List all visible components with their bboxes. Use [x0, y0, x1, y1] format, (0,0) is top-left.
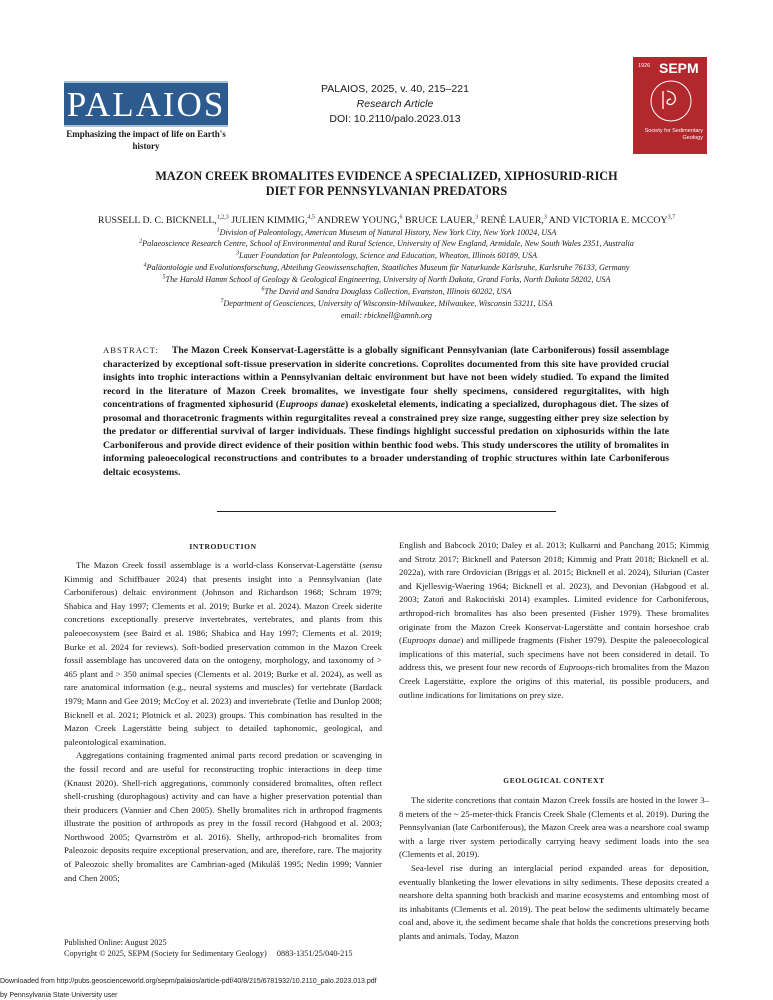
right-column-body	[399, 539, 709, 702]
published-online: Published Online: August 2025	[64, 938, 167, 947]
author-6: AND VICTORIA E. MCCOY	[546, 215, 668, 226]
author-1: RUSSELL D. C. BICKNELL,	[97, 215, 217, 226]
copyright: Copyright © 2025, SEPM (Society for Sedimentary Geology) 0883-1351/25/040-215	[64, 949, 353, 958]
author-email[interactable]: email: rbicknell@amnh.org	[341, 311, 432, 320]
sepm-shell-icon	[649, 79, 693, 123]
abstract-text-2: ) exoskeletal elements, indicating a specialized, durophagous diet. The sizes of prosomal and thoracetronic fragments within regurgitalites reveal a constrained prey size range, suggesting either prey size selection by the predator or differential survival of larger individuals. These findings highlight successful predation on xiphosurids within the late Carboniferous and provide direct evidence of their position within benthic food webs. This study underscores the utility of bromalites in informing paleoecological reconstructions and contributes to a broader understanding of trophic structures within late Carboniferous deltaic ecosystems.	[103, 399, 670, 478]
download-stamp-user: by Pennsylvania State University user	[0, 992, 118, 999]
sepm-year: 1926	[638, 63, 651, 69]
author-3-sup: 6	[399, 214, 403, 221]
palaios-tagline: Emphasizing the impact of life on Earth's history	[66, 129, 226, 151]
abstract-label: ABSTRACT:	[103, 345, 159, 355]
affiliation: $^1$Division of Paleontology, American Museum of Natural History, New York City, New York 10024, USA	[216, 227, 557, 237]
abstract-taxon: Euproops danae	[279, 399, 345, 410]
title-line-2: DIET FOR PENNSYLVANIAN PREDATORS	[265, 184, 508, 198]
geo-paragraph-2: Sea-level rise during an interglacial period expanded areas for deposition, eventually blanketing the lower elevations in silty sediments. These deposits created a nearshore delta spanning both brackish and marine ecosystems and entombing most of its inhabitants (Clements et al. 2019). The peat below the sediments ultimately became coal and, above it, the sediment became shale that holds the concretions preserving both plants and animals. Today, Mazon	[399, 862, 709, 941]
author-5-sup: 3	[543, 214, 547, 221]
title-line-1: MAZON CREEK BROMALITES EVIDENCE A SPECIALIZED, XIPHOSURID-RICH	[155, 169, 618, 183]
affiliation: $^4$Paläontologie und Evolutionsforschung, Abteilung Geowissenschaften, Staatliches Museum für Naturkunde Karlsruhe, Karlsruhe 76133, Germany	[143, 262, 630, 272]
intro-paragraph-1: The Mazon Creek fossil assemblage is a world-class Konservat-Lagerstätte (sensu Kimmig and Schiffbauer 2024) that presents insight into a Pennsylvanian (late Carboniferous) deltaic environment (Johnson and Richardson 1968; Schram 1979; Shabica and Hay 1997; Clements et al. 2019; Burke et al. 2024). Mazon Creek siderite concretions exceptionally preserve invertebrates, vertebrates, and plants from this paleoecosystem (see Baird et al. 1986; Shabica and Hay 1997; Clements et al. 2019; Burke et al. 2024 for reviews). Soft-bodied preservation common in the Mazon Creek fossil assemblage has uncovered data on the ontogeny, morphology, and taxonomy of > 465 plant and > 350 animal species (Clements et al. 2019; Burke et al. 2024), as well as rare anatomical information (e.g., neural systems and muscles) for vertebrate (Bardack 1979; Mann and Gee 2019; McCoy et al. 2023) and invertebrate (Tetlie and Dunlop 2008; Bicknell et al. 2021; Plotnick et al. 2023) groups. This combination has resulted in the Mazon Creek Lagerstätte being subject to detailed taphonomic, geological, and paleontological examination.	[64, 560, 382, 747]
author-5: RENÉ LAUER,	[478, 215, 544, 226]
author-2: JULIEN KIMMIG,	[228, 215, 308, 226]
doi[interactable]: DOI: 10.2110/palo.2023.013	[329, 113, 461, 125]
sepm-subtitle: Society for Sedimentary Geology	[644, 128, 703, 141]
affiliation: $^2$Palaeoscience Research Centre, School of Environmental and Rural Science, University of New England, Armidale, New South Wales 2351, Australia	[139, 238, 634, 248]
introduction-body	[64, 559, 382, 885]
author-4: BRUCE LAUER,	[402, 215, 476, 226]
affiliation: $^7$Department of Geosciences, University of Wisconsin-Milwaukee, Milwaukee, Wisconsin 53211, USA	[220, 298, 553, 308]
author-2-sup: 4,5	[307, 214, 315, 221]
author-list	[40, 215, 733, 226]
download-stamp: Downloaded from http://pubs.geoscienceworld.org/sepm/palaios/article-pdf/40/8/215/6781932/10.2110_palo.2023.013.pdf	[0, 978, 377, 985]
intro-paragraph-cont: English and Babcock 2010; Daley et al. 2013; Kulkarni and Panchang 2015; Kimmig and Strotz 2017; Bicknell and Paterson 2018; Kimmig and Pratt 2018; Bicknell et al. 2022a), with rare Ordovician (Briggs et al. 2015; Bicknell et al. 2024), Silurian (Caster and Kjellesvig-Waering 1964; Bicknell et al. 2023), and Devonian (Habgood et al. 2003; Zatoń and Rakociński 2014) examples. Limited evidence for Carboniferous, arthropod-rich bromalites has also been presented (Fisher 1979). These bromalites originate from the Mazon Creek Konservat-Lagerstätte and contain horseshoe crab (Euproops danae) and millipede fragments (Fisher 1979). Despite the paleoecological implications of this material, such specimens have not been considered in detail. To address this, we present four new records of Euproops-rich bromalites from the Mazon Creek Lagerstätte, explore the origins of this material, its possible producers, and outline indications for limitations on prey size.	[399, 540, 709, 700]
abstract	[103, 344, 669, 479]
intro-paragraph-2: Aggregations containing fragmented animal parts record predation or scavenging in the fossil record and are useful for reconstructing trophic interactions in deep time (Knaust 2020). Shell-rich aggregations, commonly considered bromalites, often reflect shell-crushing (durophagous) activity and can have a higher preservation potential than their producers (Vannier and Chen 2005). Shelly bromalites rich in arthropod fragments illustrate the position of arthropods as prey in the fossil record (Habgood et al. 2003; Northwood 2005; Qvarnström et al. 2016). Shelly, arthropod-rich bromalites from Paleozoic deposits require exceptional preservation, and are, therefore, rare. The majority of Paleozoic shelly bromalites are Cambrian-aged (Mikuláš 1995; Nedin 1999; Vannier and Chen 2005;	[64, 750, 382, 883]
author-4-sup: 3	[475, 214, 479, 221]
journal-reference	[300, 82, 490, 127]
affiliation: $^6$The David and Sandra Douglass Collection, Evanston, Illinois 60202, USA	[261, 286, 512, 296]
geological-context-body	[399, 794, 709, 944]
affiliation: $^3$Lauer Foundation for Paleontology, Science and Education, Wheaton, Illinois 60189, USA	[236, 250, 537, 260]
introduction-heading: INTRODUCTION	[189, 542, 257, 551]
sepm-logo	[633, 57, 707, 154]
affiliation: $^5$The Harold Hamm School of Geology & Geological Engineering, University of North Dakota, Grand Forks, North Dakota 58202, USA	[162, 274, 611, 284]
palaios-logo: PALAIOS	[64, 81, 228, 127]
geological-context-heading: GEOLOGICAL CONTEXT	[503, 776, 605, 785]
journal-line: PALAIOS, 2025, v. 40, 215–221	[321, 83, 469, 95]
author-3: ANDREW YOUNG,	[314, 215, 400, 226]
author-1-sup: 1,2,3	[216, 214, 229, 221]
author-6-sup: 3,7	[667, 214, 676, 221]
article-type: Research Article	[356, 98, 434, 110]
article-title	[60, 169, 713, 199]
abstract-text-1: The Mazon Creek Konservat-Lagerstätte is a globally significant Pennsylvanian (late Carboniferous) fossil assemblage characterized by exceptional soft-tissue preservation in siderite concretions. Coprolites documented from this site have provided crucial insights into trophic interactions within a Pennsylvanian deltaic environment but have not been widely studied. To expand the limited record in the literature of Mazon Creek bromalites, we investigate four shelly specimens, considered regurgitalites, with high concentrations of fragmented xiphosurid (	[103, 345, 669, 410]
sepm-name: SEPM	[659, 60, 699, 76]
geo-paragraph-1: The siderite concretions that contain Mazon Creek fossils are hosted in the lower 3–8 meters of the ~ 25-meter-thick Francis Creek Shale (Clements et al. 2019). During the Pennsylvanian (late Carboniferous), the Mazon Creek area was a nearshore coal swamp with a large river system periodically carrying heavy sediment loads into the sea (Clements et al. 2019).	[399, 795, 709, 860]
divider	[217, 511, 556, 512]
